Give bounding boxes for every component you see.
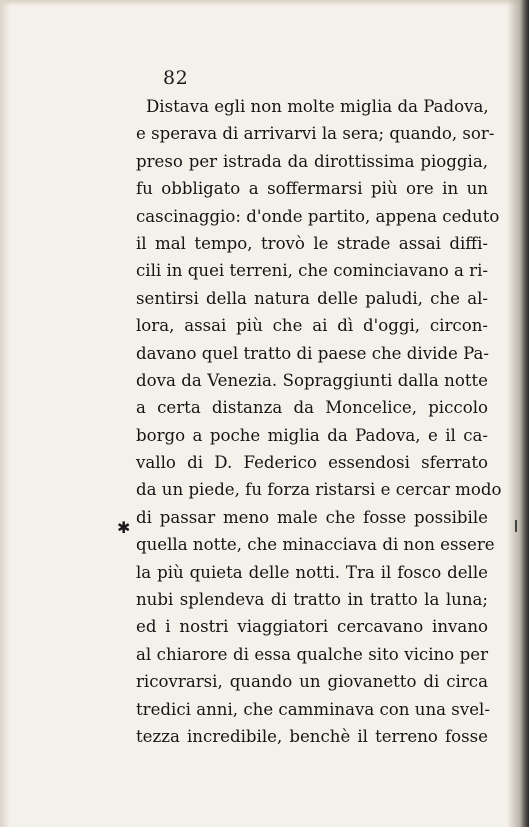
text-line: da un piede, fu forza ristarsi e cercar modo: [136, 480, 502, 500]
text-line: di passar meno male che fosse possibile: [136, 507, 488, 527]
page-number: 82: [163, 67, 189, 89]
text-line: quella notte, che minacciava di non essere: [136, 535, 495, 555]
text-line: nubi splendeva di tratto in tratto la luna;: [136, 590, 488, 610]
text-line: la più quieta delle notti. Tra il fosco delle: [136, 562, 488, 582]
text-line: sentirsi della natura delle paludi, che al-: [136, 288, 488, 308]
text-line: fu obbligato a soffermarsi più ore in un: [136, 179, 488, 199]
text-line: lora, assai più che ai dì d'oggi, circon-: [136, 316, 488, 336]
text-line: cili in quei terreni, che cominciavano a ri-: [136, 261, 489, 281]
text-line: a certa distanza da Moncelice, piccolo: [136, 398, 488, 418]
page-left-edge: [0, 0, 10, 827]
text-line: e sperava di arrivarvi la sera; quando, sor-: [136, 124, 495, 144]
text-line: cascinaggio: d'onde partito, appena ceduto: [136, 206, 500, 226]
text-line: borgo a poche miglia da Padova, e il ca-: [136, 425, 488, 445]
margin-tick: [515, 520, 517, 532]
text-line: preso per istrada da dirottissima pioggia,: [136, 151, 488, 171]
text-line: davano quel tratto di paese che divide Pa-: [136, 343, 490, 363]
text-line: dova da Venezia. Sopraggiunti dalla notte: [136, 370, 488, 390]
text-line: al chiarore di essa qualche sito vicino per: [136, 644, 488, 664]
text-line: tezza incredibile, benchè il terreno fosse: [136, 726, 488, 746]
body-text: [136, 93, 502, 750]
text-line: ricovrarsi, quando un giovanetto di circa: [136, 672, 488, 692]
page-binding-shadow: [507, 0, 529, 827]
page-top-edge: [0, 0, 529, 6]
text-line: tredici anni, che camminava con una svel-: [136, 699, 490, 719]
text-line: Distava egli non molte miglia da Padova,: [146, 97, 489, 116]
text-line: ed i nostri viaggiatori cercavano invano: [136, 617, 488, 637]
text-line: vallo di D. Federico essendosi sferrato: [136, 453, 488, 473]
text-line: il mal tempo, trovò le strade assai diffi-: [136, 233, 488, 253]
margin-mark: ✱: [117, 518, 131, 537]
